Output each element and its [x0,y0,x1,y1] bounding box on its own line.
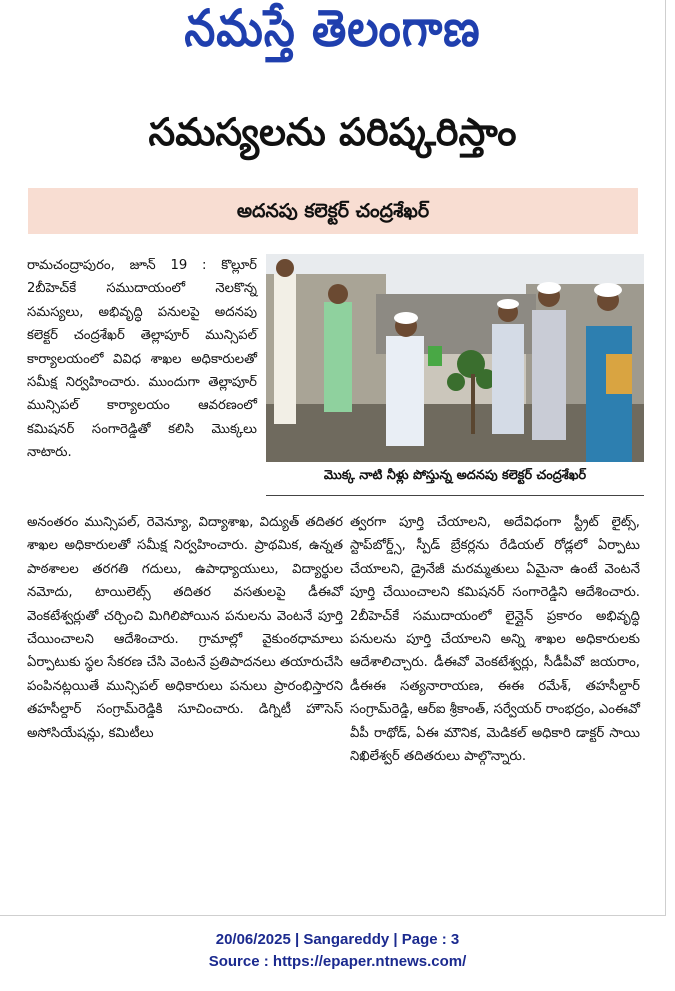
footer-source-link[interactable]: Source : https://epaper.ntnews.com/ [208,953,467,970]
photo-illustration [266,254,644,462]
article-right-column: త్వరగా పూర్తి చేయాలని, అదేవిధంగా స్ట్రీట్ లైట్స్, స్టాప్‌బోర్డ్స్, స్పీడ్ బ్రేకర్లను రేడియల్ రోడ్లలో ఏర్పాటు చేయాలని, డ్రైనేజీ మరమ్మతులు ఏమైనా ఉంటే వెంటనే పూర్తి చేయించాలని కమిషనర్ సంగారెడ్డిని ఆదేశించారు. 2బీహెచ్‌కే సముదాయంలో లైన్లైన్ ప్రకారం అభివృద్ధి పనులను పూర్తి చేయాలని అన్ని శాఖల అధికారులకు ఆదేశాలిచ్చారు. డీఈవో వెంకటేశ్వర్లు, సీడీపీవో జయరాం, డీఈఈ సత్యనారాయణ, ఈఈ రమేశ్, తహసీల్దార్ సంగ్రామ్‌రెడ్డి, ఆర్ఐ శ్రీకాంత్, సర్వేయర్ రాంభద్రం, ఎంఈవో వీపీ రాథోడ్, ఏఈ మౌనిక, మెడికల్ అధికారి డాక్టర్ సాయి నిఖిలేశ్వర్ తదితరులు పాల్గొన్నారు. [350,515,640,765]
photo-caption: మొక్క నాటి నీళ్లు పోస్తున్న అదనపు కలెక్టర్ చంద్రశేఖర్ [323,468,587,483]
source-footer [0,929,675,973]
masthead-title: నమస్తే తెలంగాణ [184,0,481,58]
news-photo [266,254,644,462]
caption-divider [266,495,644,496]
footer-date-edition: 20/06/2025 | Sangareddy | Page : 3 [215,931,460,948]
headline: సమస్యలను పరిష్కరిస్తాం [148,110,517,154]
article-left-column: రామచంద్రాపురం, జూన్ 19 : కొల్లూర్ 2బీహెచ్‌కే సముదాయంలో నెలకొన్న సమస్యలు, అభివృద్ధి పనులపై అదనపు కలెక్టర్ చంద్రశేఖర్ తెల్లాపూర్ మున్సిపల్ కార్యాలయంలో వివిధ శాఖల అధికారులతో సమీక్ష నిర్వహించారు. ముందుగా తెల్లాపూర్ మున్సిపల్ కార్యాలయం ఆవరణంలో కమిషనర్ సంగారెడ్డితో కలిసి మొక్కలు నాటారు. [27,258,257,461]
article-left-column-continued: అనంతరం మున్సిపల్, రెవెన్యూ, విద్యాశాఖ, విద్యుత్ తదితర శాఖల అధికారులతో సమీక్ష నిర్వహించారు. ప్రాథమిక, ఉన్నత పాఠశాలల తరగతి గదులు, ఉపాధ్యాయులు, విద్యార్థుల నమోదు, టాయిలెట్స్ తదితర వసతులపై డీఈవో వెంకటేశ్వర్లుతో చర్చించి మిగిలిపోయిన పనులను వెంటనే పూర్తి చేయించాలని ఆదేశించారు. గ్రామాల్లో వైకుంఠధామాలు ఏర్పాటుకు స్థల సేకరణ చేసి వెంటనే ప్రతిపాదనలు తయారుచేసి పంపినట్లయితే మున్సిపల్ అధికారులు పనులు ప్రారంభిస్తారని తహసీల్దార్ సంగ్రామ్‌రెడ్డికి సూచించారు. డిగ్నిటీ హౌసెస్ అసోసియేషన్లు, కమిటీలు [27,515,343,741]
subheadline: అదనపు కలెక్టర్ చంద్రశేఖర్ [28,188,638,234]
masthead [0,0,665,78]
